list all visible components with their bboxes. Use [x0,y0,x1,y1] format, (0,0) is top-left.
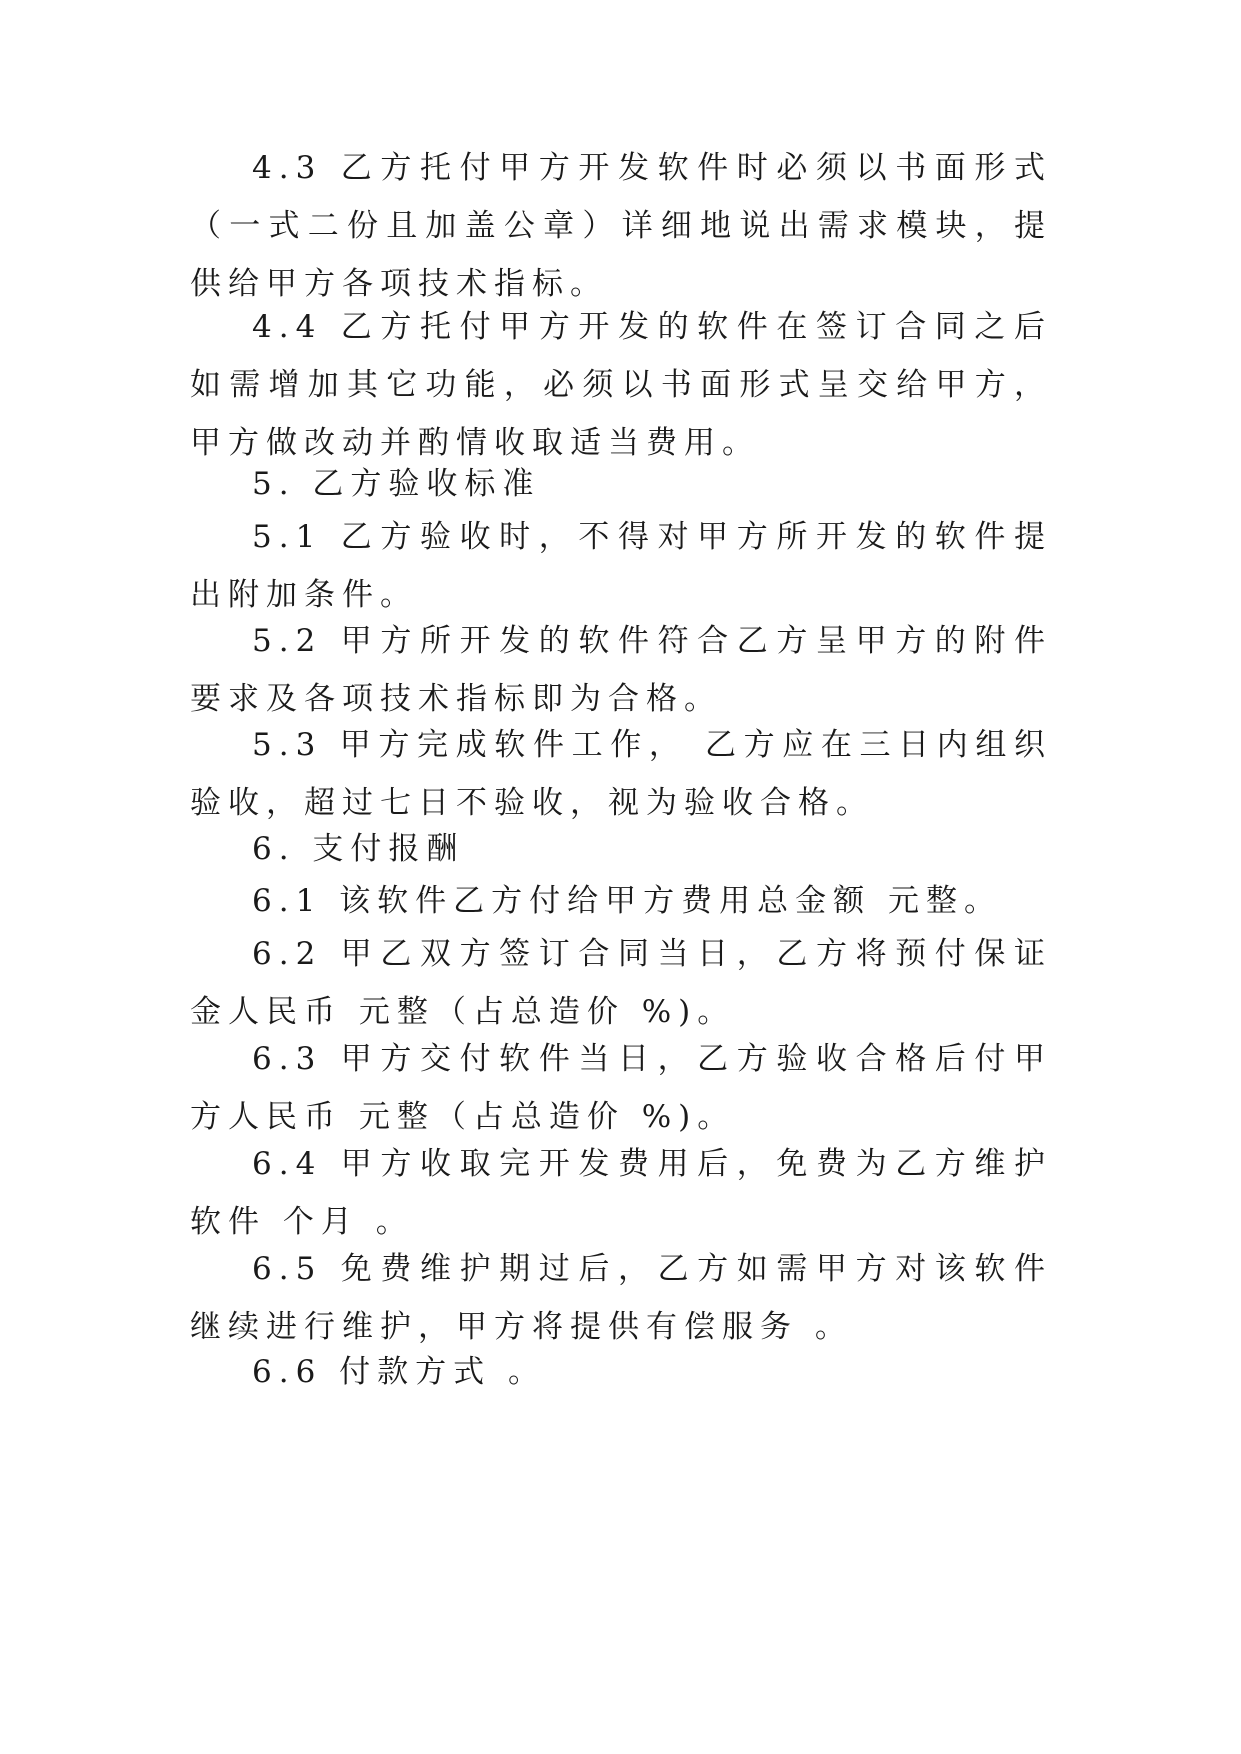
paragraph-6-1: 6.1 该软件乙方付给甲方费用总金额 元整。 [252,883,1003,919]
paragraph-4-4: 4.4 乙方托付甲方开发的软件在签订合同之后如需增加其它功能，必须以书面形式呈交给甲方，甲方做改动并酌情收取适当费用。 [190,309,1052,461]
paragraph-6-4: 6.4 甲方收取完开发费用后，免费为乙方维护软件 个月 。 [190,1146,1052,1240]
section-heading-5: 5. 乙方验收标准 [252,466,541,502]
paragraph-5-2: 5.2 甲方所开发的软件符合乙方呈甲方的附件要求及各项技术指标即为合格。 [190,623,1052,717]
paragraph-6-5: 6.5 免费维护期过后，乙方如需甲方对该软件继续进行维护，甲方将提供有偿服务 。 [190,1251,1052,1345]
paragraph-6-6: 6.6 付款方式 。 [252,1354,547,1390]
paragraph-6-3: 6.3 甲方交付软件当日，乙方验收合格后付甲方人民币 元整（占总造价 %)。 [190,1041,1052,1135]
paragraph-5-3: 5.3 甲方完成软件工作， 乙方应在三日内组织验收，超过七日不验收，视为验收合格。 [190,727,1052,821]
paragraph-6-2: 6.2 甲乙双方签订合同当日，乙方将预付保证金人民币 元整（占总造价 %)。 [190,936,1052,1030]
paragraph-5-1: 5.1 乙方验收时，不得对甲方所开发的软件提出附加条件。 [190,519,1052,613]
section-heading-6: 6. 支付报酬 [252,831,465,867]
paragraph-4-3: 4.3 乙方托付甲方开发软件时必须以书面形式（一式二份且加盖公章）详细地说出需求模块，提供给甲方各项技术指标。 [190,150,1052,302]
